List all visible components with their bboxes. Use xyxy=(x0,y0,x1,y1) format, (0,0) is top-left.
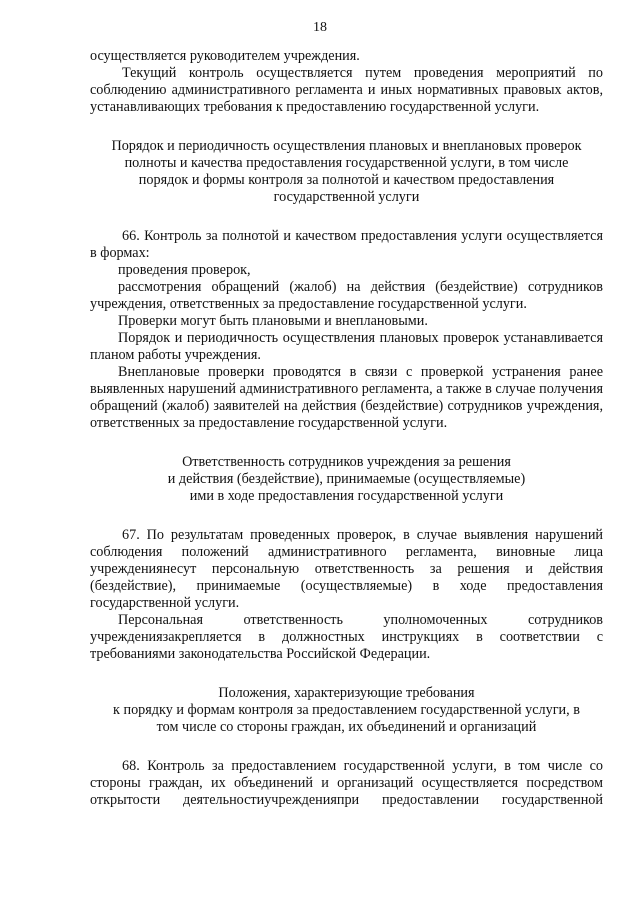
heading-line: том числе со стороны граждан, их объединений и организаций xyxy=(156,719,537,735)
heading-line: полноты и качества предоставления государственной услуги, в том числе xyxy=(124,155,569,171)
paragraph-intro: осуществляется руководителем учреждения. xyxy=(90,48,360,64)
section-heading-inspections xyxy=(90,138,603,206)
section-heading-responsibility xyxy=(90,454,603,505)
paragraph-67-b: Персональная ответственность уполномоченных сотрудников учреждениязакрепляется в должностных инструкциях в соответствии с требованиями законодательства Российской Федерации. xyxy=(90,612,603,662)
paragraph-current-control: Текущий контроль осуществляется путем проведения мероприятий по соблюдению административного регламента и иных нормативных правовых актов, устанавливающих требования к предоставлению государственной услуги. xyxy=(90,65,603,115)
paragraph-66-e: Внеплановые проверки проводятся в связи с проверкой устранения ранее выявленных нарушений административного регламента, а также в случае получения обращений (жалоб) заявителей на действия (бездействие) сотрудников учреждения, ответственных за предоставление государственной услуги. xyxy=(90,364,603,431)
paragraph-66-d: Порядок и периодичность осуществления плановых проверок устанавливается планом работы учреждения. xyxy=(90,330,603,363)
paragraph-68: 68. Контроль за предоставлением государственной услуги, в том числе со стороны граждан, их объединений и организаций осуществляется посредством открытости деятельностиучрежденияпри предоставлении государственной xyxy=(90,758,603,808)
paragraph-66-b: рассмотрения обращений (жалоб) на действия (бездействие) сотрудников учреждения, ответственных за предоставление государственной услуги. xyxy=(90,279,603,312)
paragraph-66-a: проведения проверок, xyxy=(118,262,251,278)
paragraph-67: 67. По результатам проведенных проверок, в случае выявления нарушений соблюдения положений административного регламента, виновные лица учреждениянесут персональную ответственность за решения и действия (бездействие), принимаемые (осуществляемые) в ходе предоставления государственной услуги. xyxy=(90,527,603,611)
heading-line: Порядок и периодичность осуществления плановых и внеплановых проверок xyxy=(111,138,582,154)
heading-line: порядок и формы контроля за полнотой и качеством предоставления xyxy=(138,172,555,188)
heading-line: Ответственность сотрудников учреждения за решения xyxy=(182,454,511,470)
heading-line: ими в ходе предоставления государственной услуги xyxy=(189,488,504,504)
heading-line: Положения, характеризующие требования xyxy=(218,685,475,701)
heading-line: и действия (бездействие), принимаемые (осуществляемые) xyxy=(167,471,526,487)
paragraph-66-c: Проверки могут быть плановыми и внеплановыми. xyxy=(118,313,428,329)
heading-line: к порядку и формам контроля за предоставлением государственной услуги, в xyxy=(113,702,580,718)
page-number: 18 xyxy=(313,20,327,35)
section-heading-requirements xyxy=(90,685,603,736)
document-body xyxy=(90,48,603,809)
paragraph-66: 66. Контроль за полнотой и качеством предоставления услуги осуществляется в формах: xyxy=(90,228,603,261)
heading-line: государственной услуги xyxy=(273,189,420,205)
